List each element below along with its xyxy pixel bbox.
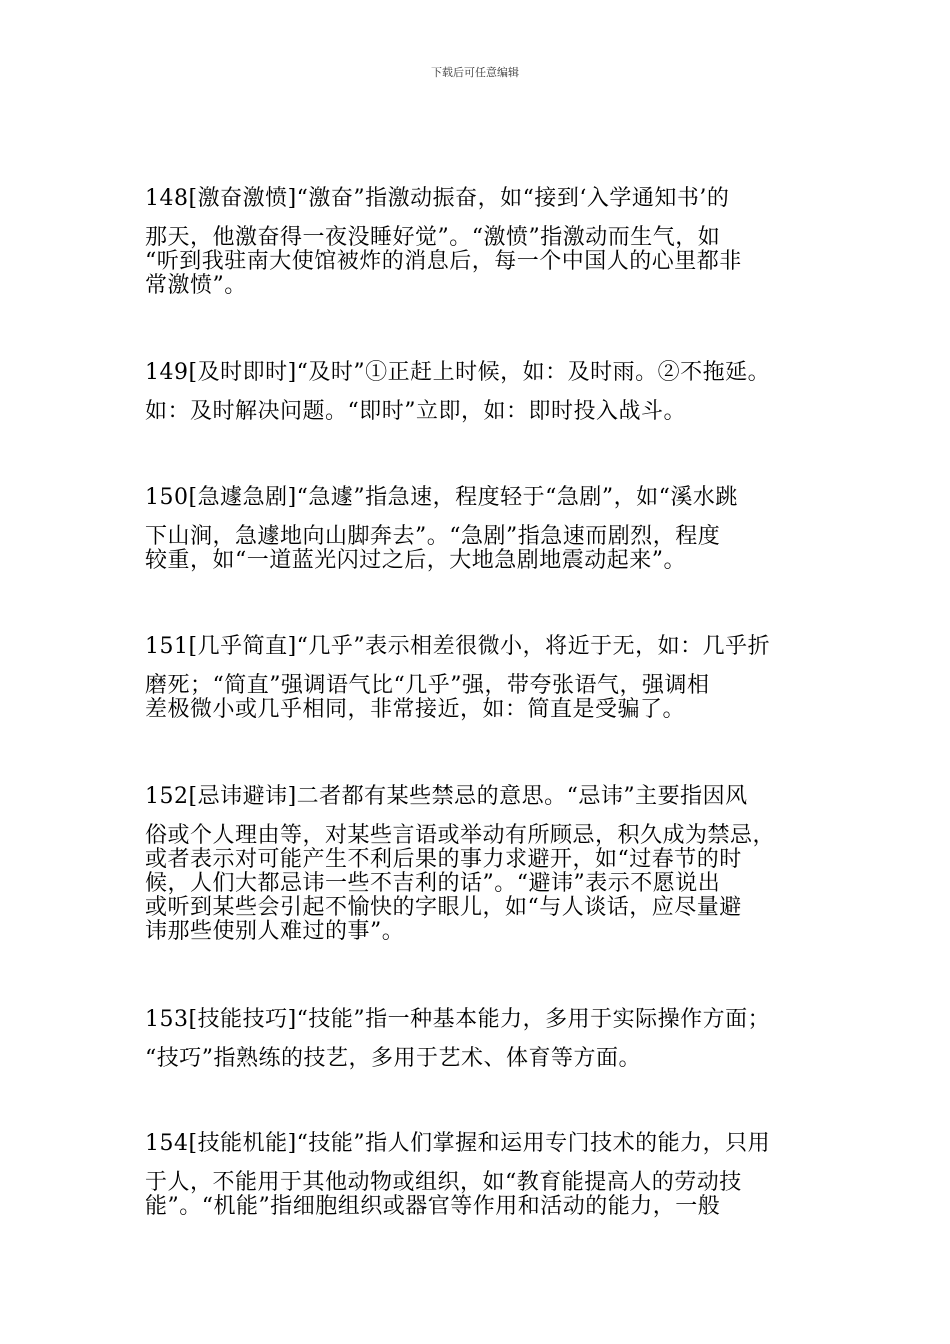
entry-152	[145, 785, 815, 944]
entry-line: 下山涧，急遽地向山脚奔去”。“急剧”指急速而剧烈，程度	[145, 524, 721, 549]
entry-line: 常激愤”。	[145, 273, 247, 298]
entry-line: 较重，如“一道蓝光闪过之后，大地急剧地震动起来”。	[145, 548, 686, 573]
entry-154	[145, 1132, 815, 1219]
entry-line: 152[忌讳避讳]二者都有某些禁忌的意思。“忌讳”主要指因风	[145, 784, 748, 809]
entry-line: 于人，不能用于其他动物或组织，如“教育能提高人的劳动技	[145, 1170, 742, 1195]
entry-line: 差极微小或几乎相同，非常接近，如：简直是受骗了。	[145, 697, 686, 722]
entry-line: 150[急遽急剧]“急遽”指急速，程度轻于“急剧”，如“溪水跳	[145, 485, 738, 510]
entry-line: 或听到某些会引起不愉快的字眼儿，如“与人谈话，应尽量避	[145, 895, 742, 920]
entry-151	[145, 635, 815, 722]
entry-line: 如：及时解决问题。“即时”立即，如：即时投入战斗。	[145, 399, 686, 424]
entry-line: “听到我驻南大使馆被炸的消息后，每一个中国人的心里都非	[145, 249, 742, 274]
entry-line: “技巧”指熟练的技艺，多用于艺术、体育等方面。	[145, 1046, 641, 1071]
entry-line: 153[技能技巧]“技能”指一种基本能力，多用于实际操作方面；	[145, 1007, 771, 1032]
entry-line: 151[几乎简直]“几乎”表示相差很微小，将近于无，如：几乎折	[145, 634, 771, 659]
entry-line: 或者表示对可能产生不利后果的事力求避开，如“过春节的时	[145, 847, 742, 872]
entry-150	[145, 486, 815, 573]
entry-148	[145, 187, 815, 298]
entry-line: 磨死；“简直”强调语气比“几乎”强，带夸张语气，强调相	[145, 673, 710, 698]
entry-line: 能”。“机能”指细胞组织或器官等作用和活动的能力，一般	[145, 1194, 721, 1219]
entry-line: 149[及时即时]“及时”①正赶上时候，如：及时雨。②不拖延。	[145, 360, 771, 385]
entry-line: 候，人们大都忌讳一些不吉利的话”。“避讳”表示不愿说出	[145, 871, 721, 896]
entry-149	[145, 361, 815, 424]
entry-line: 讳那些使别人难过的事”。	[145, 919, 405, 944]
entry-line: 148[激奋激愤]“激奋”指激动振奋，如“接到‘入学通知书’的	[145, 186, 730, 211]
page-header: 下载后可任意编辑	[431, 66, 519, 79]
entry-153	[145, 1008, 815, 1071]
entry-line: 俗或个人理由等，对某些言语或举动有所顾忌，积久成为禁忌，	[145, 823, 776, 848]
entry-line: 154[技能机能]“技能”指人们掌握和运用专门技术的能力，只用	[145, 1131, 771, 1156]
entry-line: 那天，他激奋得一夜没睡好觉”。“激愤”指激动而生气，如	[145, 225, 721, 250]
